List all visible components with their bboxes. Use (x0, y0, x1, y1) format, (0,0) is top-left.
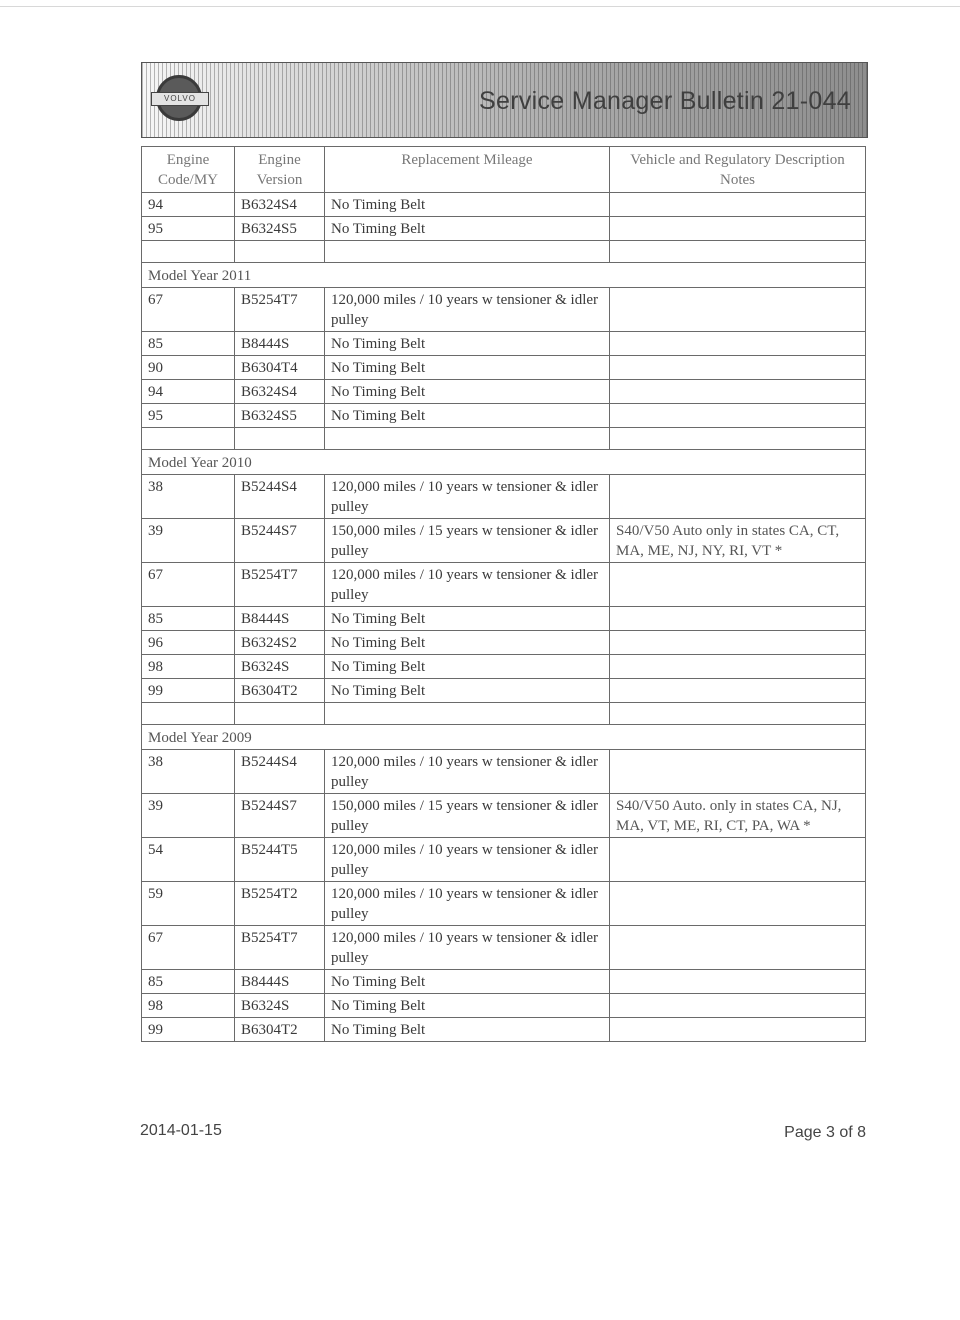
engine-code-cell: 59 (142, 882, 235, 926)
table-row (142, 217, 866, 241)
bulletin-banner (141, 62, 868, 138)
empty-cell (610, 428, 866, 450)
table-body (142, 193, 866, 1042)
engine-code-cell: 67 (142, 926, 235, 970)
engine-code-cell: 38 (142, 750, 235, 794)
notes-cell (610, 882, 866, 926)
engine-version-cell: B6304T2 (235, 1018, 325, 1042)
engine-version-cell: B6324S2 (235, 631, 325, 655)
engine-version-cell: B5244S7 (235, 519, 325, 563)
engine-code-cell: 95 (142, 217, 235, 241)
engine-version-cell: B5254T7 (235, 926, 325, 970)
replacement-mileage-cell: 150,000 miles / 15 years w tensioner & idler pulley (325, 519, 610, 563)
engine-version-cell: B6324S4 (235, 193, 325, 217)
engine-version-cell: B6324S (235, 994, 325, 1018)
replacement-mileage-cell: 120,000 miles / 10 years w tensioner & idler pulley (325, 838, 610, 882)
empty-cell (235, 241, 325, 263)
spacer-row (142, 428, 866, 450)
engine-version-cell: B6304T4 (235, 356, 325, 380)
table-row (142, 970, 866, 994)
table-row (142, 288, 866, 332)
table-row (142, 1018, 866, 1042)
header-replacement-mileage: Replacement Mileage (325, 147, 610, 193)
replacement-mileage-cell: No Timing Belt (325, 655, 610, 679)
model-year-heading: Model Year 2009 (142, 725, 866, 750)
table-row (142, 563, 866, 607)
table-row (142, 607, 866, 631)
table-row (142, 794, 866, 838)
footer-date: 2014-01-15 (140, 1122, 222, 1139)
replacement-mileage-cell: 120,000 miles / 10 years w tensioner & idler pulley (325, 882, 610, 926)
model-year-heading: Model Year 2010 (142, 450, 866, 475)
notes-cell (610, 356, 866, 380)
replacement-mileage-cell: No Timing Belt (325, 994, 610, 1018)
engine-version-cell: B5254T7 (235, 288, 325, 332)
empty-cell (142, 241, 235, 263)
engine-version-cell: B5254T7 (235, 563, 325, 607)
spacer-row (142, 703, 866, 725)
table-row (142, 679, 866, 703)
replacement-mileage-cell: 120,000 miles / 10 years w tensioner & idler pulley (325, 750, 610, 794)
notes-cell (610, 288, 866, 332)
engine-version-cell: B8444S (235, 970, 325, 994)
table-row (142, 655, 866, 679)
timing-belt-table (141, 146, 866, 1042)
notes-cell (610, 838, 866, 882)
replacement-mileage-cell: No Timing Belt (325, 679, 610, 703)
table-row (142, 750, 866, 794)
engine-code-cell: 99 (142, 679, 235, 703)
table-row (142, 882, 866, 926)
notes-cell (610, 994, 866, 1018)
engine-code-cell: 54 (142, 838, 235, 882)
engine-code-cell: 67 (142, 288, 235, 332)
table-row (142, 193, 866, 217)
table-row (142, 838, 866, 882)
engine-version-cell: B5254T2 (235, 882, 325, 926)
notes-cell: S40/V50 Auto. only in states CA, NJ, MA, VT, ME, RI, CT, PA, WA * (610, 794, 866, 838)
table-row (142, 994, 866, 1018)
empty-cell (235, 703, 325, 725)
footer-page-number: Page 3 of 8 (784, 1124, 866, 1141)
empty-cell (325, 428, 610, 450)
replacement-mileage-cell: 120,000 miles / 10 years w tensioner & idler pulley (325, 926, 610, 970)
replacement-mileage-cell: No Timing Belt (325, 332, 610, 356)
model-year-row (142, 450, 866, 475)
engine-version-cell: B6324S (235, 655, 325, 679)
spacer-row (142, 241, 866, 263)
replacement-mileage-cell: 150,000 miles / 15 years w tensioner & idler pulley (325, 794, 610, 838)
notes-cell (610, 475, 866, 519)
header-engine-version: Engine Version (235, 147, 325, 193)
logo-text: VOLVO (151, 92, 209, 106)
notes-cell (610, 563, 866, 607)
notes-cell (610, 655, 866, 679)
empty-cell (325, 703, 610, 725)
table-header-row (142, 147, 866, 193)
empty-cell (142, 703, 235, 725)
empty-cell (142, 428, 235, 450)
engine-code-cell: 98 (142, 994, 235, 1018)
engine-version-cell: B8444S (235, 607, 325, 631)
replacement-mileage-cell: No Timing Belt (325, 607, 610, 631)
engine-code-cell: 96 (142, 631, 235, 655)
replacement-mileage-cell: No Timing Belt (325, 631, 610, 655)
engine-code-cell: 94 (142, 193, 235, 217)
table-row (142, 356, 866, 380)
model-year-row (142, 725, 866, 750)
header-notes: Vehicle and Regulatory Description Notes (610, 147, 866, 193)
replacement-mileage-cell: No Timing Belt (325, 404, 610, 428)
engine-code-cell: 38 (142, 475, 235, 519)
notes-cell (610, 926, 866, 970)
empty-cell (610, 241, 866, 263)
notes-cell (610, 607, 866, 631)
engine-version-cell: B6304T2 (235, 679, 325, 703)
replacement-mileage-cell: 120,000 miles / 10 years w tensioner & idler pulley (325, 475, 610, 519)
engine-code-cell: 39 (142, 794, 235, 838)
engine-code-cell: 39 (142, 519, 235, 563)
model-year-row (142, 263, 866, 288)
engine-code-cell: 95 (142, 404, 235, 428)
engine-code-cell: 98 (142, 655, 235, 679)
replacement-mileage-cell: 120,000 miles / 10 years w tensioner & idler pulley (325, 563, 610, 607)
table-row (142, 332, 866, 356)
table-row (142, 380, 866, 404)
empty-cell (235, 428, 325, 450)
engine-code-cell: 85 (142, 607, 235, 631)
table-row (142, 631, 866, 655)
engine-code-cell: 99 (142, 1018, 235, 1042)
notes-cell (610, 217, 866, 241)
replacement-mileage-cell: No Timing Belt (325, 1018, 610, 1042)
header-engine-code: Engine Code/MY (142, 147, 235, 193)
notes-cell (610, 332, 866, 356)
engine-version-cell: B6324S5 (235, 217, 325, 241)
engine-code-cell: 67 (142, 563, 235, 607)
notes-cell (610, 631, 866, 655)
volvo-logo-icon (156, 75, 202, 121)
replacement-mileage-cell: No Timing Belt (325, 193, 610, 217)
table-row (142, 926, 866, 970)
engine-code-cell: 94 (142, 380, 235, 404)
notes-cell (610, 679, 866, 703)
engine-version-cell: B6324S4 (235, 380, 325, 404)
replacement-mileage-cell: 120,000 miles / 10 years w tensioner & idler pulley (325, 288, 610, 332)
notes-cell: S40/V50 Auto only in states CA, CT, MA, ME, NJ, NY, RI, VT * (610, 519, 866, 563)
engine-code-cell: 85 (142, 970, 235, 994)
replacement-mileage-cell: No Timing Belt (325, 217, 610, 241)
engine-version-cell: B5244S7 (235, 794, 325, 838)
notes-cell (610, 380, 866, 404)
engine-code-cell: 85 (142, 332, 235, 356)
notes-cell (610, 193, 866, 217)
page-top-rule (0, 6, 960, 7)
empty-cell (610, 703, 866, 725)
engine-version-cell: B6324S5 (235, 404, 325, 428)
engine-version-cell: B5244S4 (235, 750, 325, 794)
engine-version-cell: B8444S (235, 332, 325, 356)
notes-cell (610, 404, 866, 428)
empty-cell (325, 241, 610, 263)
table-row (142, 519, 866, 563)
table-row (142, 475, 866, 519)
notes-cell (610, 1018, 866, 1042)
replacement-mileage-cell: No Timing Belt (325, 356, 610, 380)
model-year-heading: Model Year 2011 (142, 263, 866, 288)
replacement-mileage-cell: No Timing Belt (325, 380, 610, 404)
engine-version-cell: B5244T5 (235, 838, 325, 882)
engine-version-cell: B5244S4 (235, 475, 325, 519)
engine-code-cell: 90 (142, 356, 235, 380)
bulletin-title: Service Manager Bulletin 21-044 (478, 87, 851, 115)
notes-cell (610, 750, 866, 794)
replacement-mileage-cell: No Timing Belt (325, 970, 610, 994)
notes-cell (610, 970, 866, 994)
table-row (142, 404, 866, 428)
